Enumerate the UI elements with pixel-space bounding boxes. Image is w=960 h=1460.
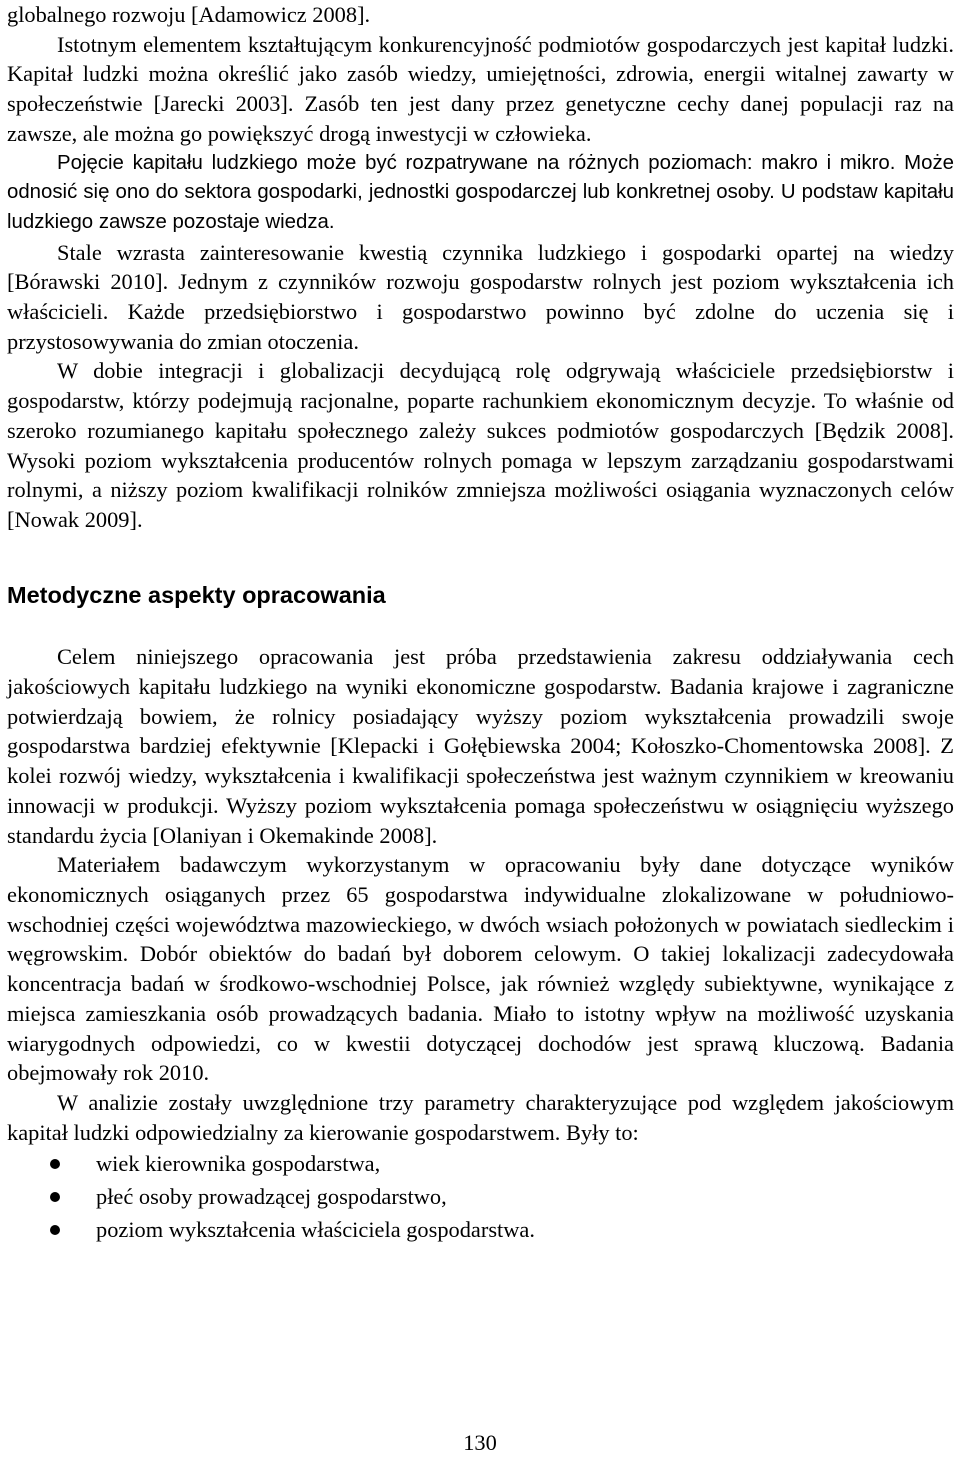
bullet-icon	[50, 1159, 60, 1169]
paragraph-knowledge-economy: Stale wzrasta zainteresowanie kwestią czynnika ludzkiego i gospodarki opartej na wiedzy [Bórawski 2010]. Jednym z czynników rozwoju gospodarstw rolnych jest poziom wykształcenia ich właścicieli. Każde przedsiębiorstwo i gospodarstwo powinno być zdolne do uczenia się i przystosowywania do zmian otoczenia.	[7, 239, 954, 354]
page-body	[7, 0, 954, 1246]
list-item	[7, 1213, 954, 1246]
paragraph-concept-levels: Pojęcie kapitału ludzkiego może być rozpatrywane na różnych poziomach: makro i mikro. Może odnosić się ono do sektora gospodarki, jednostki gospodarczej lub konkretnej osoby. U podstaw kapitału ludzkiego zawsze pozostaje wiedza.	[7, 151, 954, 233]
bullet-icon	[50, 1192, 60, 1202]
list-item-text: płeć osoby prowadzącej gospodarstwo,	[96, 1184, 447, 1210]
bullet-icon	[50, 1225, 60, 1235]
paragraph-continuation: globalnego rozwoju [Adamowicz 2008].	[7, 2, 371, 27]
list-item	[7, 1147, 954, 1180]
paragraph-integration: W dobie integracji i globalizacji decydującą rolę odgrywają właściciele przedsiębiorstw i gospodarstw, którzy podejmują racjonalne, poparte rachunkiem ekonomicznym decyzje. To właśnie od szeroko rozumianego kapitału społecznego zależy sukces podmiotów gospodarczych [Będzik 2008]. Wysoki poziom wykształcenia producentów rolnych pomaga w lepszym zarządzaniu gospodarstwami rolnymi, a niższy poziom kwalifikacji rolników zmniejsza możliwości osiągania wyznaczonych celów [Nowak 2009].	[7, 358, 954, 532]
page-number: 130	[463, 1430, 497, 1455]
list-item	[7, 1180, 954, 1213]
list-item-text: wiek kierownika gospodarstwa,	[96, 1151, 381, 1177]
paragraph-research-material: Materiałem badawczym wykorzystanym w opracowaniu były dane dotyczące wyników ekonomicznych osiąganych przez 65 gospodarstwa indywidualne zlokalizowane w południowo-wschodniej części województwa mazowieckiego, w dwóch wsiach położonych w powiatach siedleckim i węgrowskim. Dobór obiektów do badań był doborem celowym. O takiej lokalizacji zadecydowała koncentracja badań w środkowo-wschodniej Polsce, jak również względy subiektywne, wynikające z miejsca zamieszkania osób prowadzących badania. Miało to istotny wpływ na możliwość uzyskania wiarygodnych odpowiedzi, co w kwestii dotyczącej dochodów jest sprawą kluczową. Badania obejmowały rok 2010.	[7, 852, 954, 1086]
section-heading: Metodyczne aspekty opracowania	[7, 581, 386, 608]
list-item-text: poziom wykształcenia właściciela gospodarstwa.	[96, 1217, 535, 1243]
paragraph-parameters: W analizie zostały uwzględnione trzy parametry charakteryzujące pod względem jakościowym kapitał ludzki odpowiedzialny za kierowanie gospodarstwem. Były to:	[7, 1089, 954, 1145]
paragraph-human-capital: Istotnym elementem kształtującym konkurencyjność podmiotów gospodarczych jest kapitał ludzki. Kapitał ludzki można określić jako zasób wiedzy, umiejętności, zdrowia, energii witalnej zawarty w społeczeństwie [Jarecki 2003]. Zasób ten jest dany przez genetyczne cechy danej populacji raz na zawsze, ale można go powiększyć drogą inwestycji w człowieka.	[7, 31, 954, 146]
paragraph-aim: Celem niniejszego opracowania jest próba przedstawienia zakresu oddziaływania cech jakościowych kapitału ludzkiego na wyniki ekonomiczne gospodarstw. Badania krajowe i zagraniczne potwierdzają bowiem, że rolnicy posiadający wyższy poziom wykształcenia prowadzili swoje gospodarstwa bardziej efektywnie [Klepacki i Gołębiewska 2004; Kołoszko-Chomentowska 2008]. Z kolei rozwój wiedzy, wykształcenia i kwalifikacji społeczeństwa jest ważnym czynnikiem w kreowaniu innowacji w produkcji. Wyższy poziom wykształcenia pomaga społeczeństwu w osiągnięciu wyższego standardu życia [Olaniyan i Okemakinde 2008].	[7, 644, 954, 848]
parameter-list	[7, 1147, 954, 1246]
